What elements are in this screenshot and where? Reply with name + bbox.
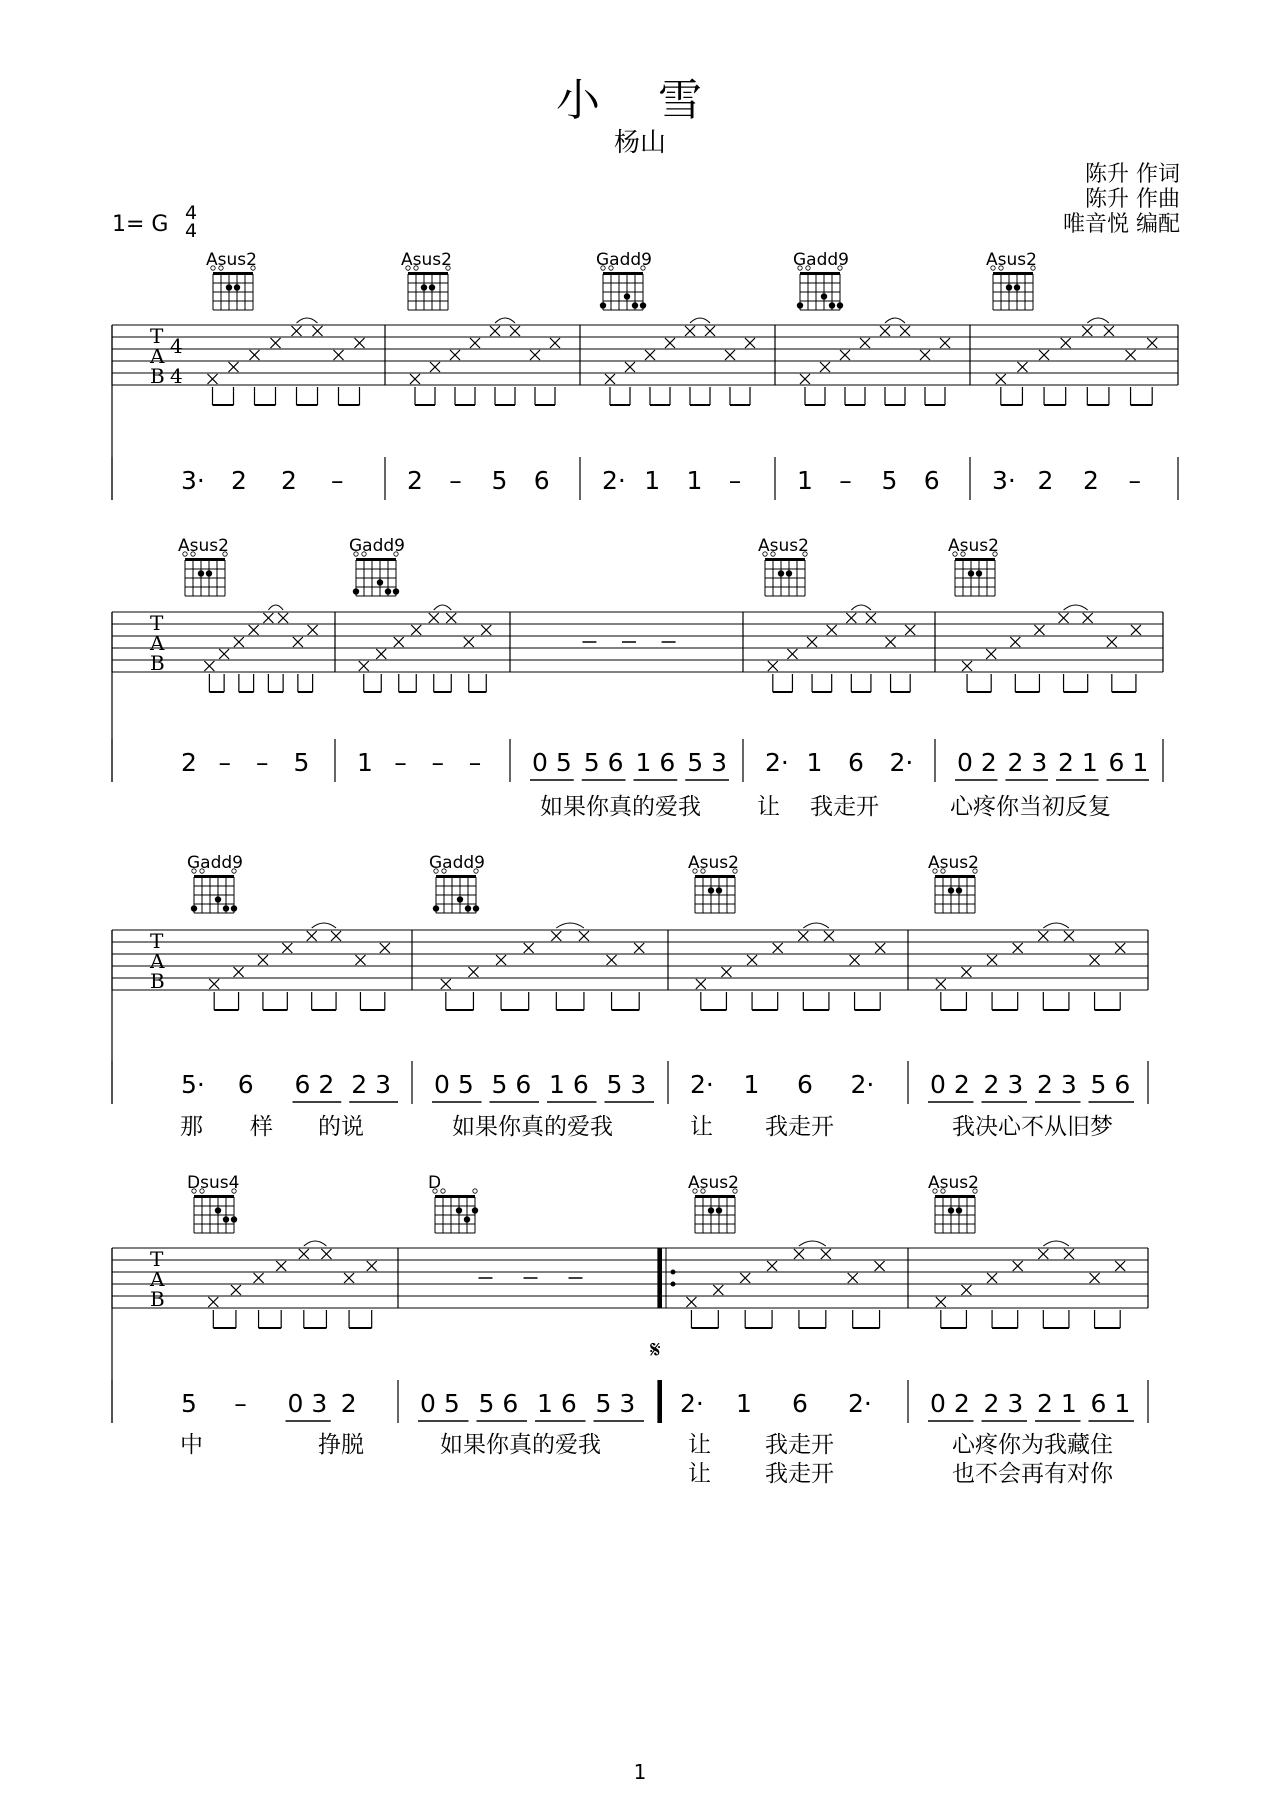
- jianpu-note: 2: [1083, 466, 1099, 495]
- jianpu-note: 1 6: [549, 1070, 589, 1099]
- chord-name: Gadd9: [187, 853, 243, 873]
- tie: [297, 318, 318, 323]
- tab-note-x: [293, 637, 303, 647]
- tab-note-x: [219, 649, 229, 659]
- chord-name: Asus2: [928, 853, 979, 873]
- tab-note-x: [794, 1249, 804, 1259]
- tab-note-x: [292, 326, 302, 336]
- tab-note-x: [331, 931, 341, 941]
- tab-note-x: [936, 1297, 946, 1307]
- chord-name: D: [428, 1173, 442, 1193]
- tab-note-x: [1090, 955, 1100, 965]
- tab-note-x: [307, 931, 317, 941]
- tab-note-x: [1010, 637, 1020, 647]
- lyric-line: 如果你真的爱我: [440, 1432, 601, 1458]
- tab-note-x: [249, 625, 259, 635]
- tab-note-x: [1115, 943, 1125, 953]
- tab-note-x: [987, 1273, 997, 1283]
- jianpu-note: 0 5: [420, 1389, 460, 1418]
- chord-name: Asus2: [178, 536, 229, 556]
- lyric-line: 我走开: [765, 1114, 834, 1140]
- tie: [556, 923, 584, 928]
- jianpu-note: –: [728, 466, 742, 495]
- tab-note-x: [850, 955, 860, 965]
- tab-note-x: [524, 943, 534, 953]
- tab-note-x: [1064, 1249, 1074, 1259]
- chord-diagram: [191, 869, 237, 913]
- tab-note-x: [231, 1285, 241, 1295]
- jianpu-note: 2·: [680, 1389, 704, 1418]
- lyric-line: 让: [757, 794, 780, 820]
- tab-note-x: [625, 362, 635, 372]
- lyricist-credit: 陈升 作词: [1085, 162, 1180, 187]
- chord-diagram: [353, 552, 399, 596]
- jianpu-note: –: [331, 466, 344, 495]
- jianpu-note: 6 1: [1090, 1389, 1131, 1418]
- chord-diagram: [991, 266, 1035, 310]
- tab-clef-letter: T: [150, 324, 164, 348]
- tab-note-x: [334, 350, 344, 360]
- tie: [803, 923, 829, 928]
- tab-note-x: [380, 943, 390, 953]
- tab-note-x: [1039, 350, 1049, 360]
- tab-note-x: [696, 979, 706, 989]
- tab-time-sig: 4: [170, 334, 183, 358]
- tab-note-x: [446, 613, 456, 623]
- tab-note-x: [866, 613, 876, 623]
- jianpu-note: 5 6: [491, 1070, 532, 1099]
- tab-note-x: [920, 350, 930, 360]
- tab-note-x: [355, 338, 365, 348]
- jianpu-note: 5 6: [583, 748, 624, 777]
- tab-note-x: [1083, 613, 1093, 623]
- tab-time-sig: 4: [170, 364, 183, 388]
- artist-name: 杨山: [613, 128, 666, 158]
- tab-note-x: [634, 943, 644, 953]
- tab-note-x: [798, 931, 808, 941]
- tab-note-x: [1082, 326, 1092, 336]
- tab-clef-letter: T: [150, 611, 164, 635]
- jianpu-note: 2 3: [983, 1389, 1024, 1418]
- lyric-line: 我走开: [765, 1432, 834, 1458]
- tab-note-x: [987, 955, 997, 965]
- jianpu-note: 2 3: [351, 1070, 392, 1099]
- tab-note-x: [1090, 1273, 1100, 1283]
- chord-diagram: [433, 869, 479, 913]
- tab-clef-letter: A: [150, 344, 165, 368]
- tab-note-x: [490, 326, 500, 336]
- chord-diagram: [600, 266, 646, 310]
- tab-note-x: [344, 1273, 354, 1283]
- lyric-line-2: 我走开: [765, 1461, 834, 1487]
- tab-note-x: [773, 943, 783, 953]
- tab-note-x: [410, 374, 420, 384]
- tab-note-x: [313, 326, 323, 336]
- tie: [1087, 318, 1109, 323]
- tab-note-x: [367, 1261, 377, 1271]
- tab-note-x: [745, 338, 755, 348]
- tie: [690, 318, 710, 323]
- jianpu-note: 2·: [850, 1070, 875, 1099]
- tab-note-x: [359, 661, 369, 671]
- jianpu-note: –: [1128, 466, 1141, 495]
- chord-name: Gadd9: [596, 250, 652, 270]
- jianpu-note: 1 6: [635, 748, 676, 777]
- repeat-dot: [671, 1270, 676, 1275]
- jianpu-note: 2 3: [983, 1070, 1024, 1099]
- tab-note-x: [1104, 326, 1114, 336]
- tab-note-x: [282, 943, 292, 953]
- tab-note-x: [721, 967, 731, 977]
- jianpu-note: –: [394, 748, 407, 777]
- jianpu-note: 6: [848, 748, 864, 777]
- jianpu-note: 0 3: [287, 1389, 328, 1418]
- jianpu-note: 0 5: [434, 1070, 474, 1099]
- jianpu-note: 2·: [690, 1070, 714, 1099]
- tab-note-x: [768, 661, 778, 671]
- jianpu-note: –: [218, 748, 231, 777]
- tab-note-x: [767, 1261, 777, 1271]
- tab-note-x: [807, 637, 817, 647]
- tab-note-x: [468, 967, 478, 977]
- jianpu-note: 5: [491, 466, 508, 495]
- tab-note-x: [1038, 931, 1048, 941]
- tie: [495, 318, 515, 323]
- chord-diagram: [953, 552, 997, 596]
- lyric-line: 如果你真的爱我: [540, 794, 701, 820]
- segno-sign: 𝄋: [650, 1335, 661, 1364]
- key-signature: 1= G: [112, 212, 169, 237]
- jianpu-note: 1 6: [537, 1389, 577, 1418]
- chord-name: Asus2: [688, 1173, 739, 1193]
- jianpu-note: 1: [736, 1389, 752, 1418]
- tab-note-x: [234, 967, 244, 977]
- jianpu-note: 6 2: [294, 1070, 335, 1099]
- tab-note-x: [905, 625, 915, 635]
- jianpu-note: 5 3: [687, 748, 728, 777]
- jianpu-note: 2 3: [1037, 1070, 1077, 1099]
- lyric-line: 心疼你为我藏住: [952, 1432, 1113, 1458]
- tab-note-x: [1034, 625, 1044, 635]
- tab-note-x: [254, 1273, 264, 1283]
- lyric-line: 我决心不从旧梦: [952, 1114, 1113, 1140]
- jianpu-note: 6: [237, 1070, 254, 1099]
- tab-note-x: [429, 613, 439, 623]
- tab-note-x: [1017, 362, 1027, 372]
- tab-note-x: [1064, 931, 1074, 941]
- chord-name: Asus2: [948, 536, 999, 556]
- tab-note-x: [355, 955, 365, 965]
- tab-note-x: [464, 637, 474, 647]
- jianpu-note: –: [234, 1389, 247, 1418]
- tab-note-x: [1061, 338, 1071, 348]
- tab-note-x: [271, 338, 281, 348]
- tab-note-x: [450, 350, 460, 360]
- tab-note-x: [685, 326, 695, 336]
- tab-note-x: [875, 943, 885, 953]
- tab-note-x: [645, 350, 655, 360]
- jianpu-note: –: [449, 466, 462, 495]
- tab-note-x: [208, 374, 218, 384]
- chord-diagram: [433, 1189, 478, 1233]
- chord-diagram: [763, 552, 807, 596]
- tab-note-x: [787, 649, 797, 659]
- tab-note-x: [510, 326, 520, 336]
- tab-note-x: [1038, 1249, 1048, 1259]
- tab-note-x: [496, 955, 506, 965]
- tab-note-x: [713, 1285, 723, 1295]
- jianpu-note: 1: [357, 748, 373, 777]
- jianpu-note: 0 5: [532, 748, 572, 777]
- tab-note-x: [886, 637, 896, 647]
- jianpu-note: 3·: [181, 466, 205, 495]
- jianpu-note: 5 6: [478, 1389, 519, 1418]
- jianpu-note: 1: [686, 466, 703, 495]
- tab-note-x: [481, 625, 491, 635]
- jianpu-note: 2 1: [1037, 1389, 1077, 1418]
- tab-clef-letter: A: [150, 631, 165, 655]
- jianpu-note: 2 1: [1058, 748, 1098, 777]
- jianpu-note: –: [256, 748, 269, 777]
- lyric-line: 如果你真的爱我: [452, 1114, 613, 1140]
- tab-note-x: [258, 955, 268, 965]
- tab-note-x: [860, 338, 870, 348]
- tab-note-x: [229, 362, 239, 372]
- jianpu-note: 2: [281, 466, 297, 495]
- tab-note-x: [263, 613, 273, 623]
- jianpu-note: –: [431, 748, 444, 777]
- lyric-line: 让: [690, 1114, 713, 1140]
- tab-note-x: [821, 1249, 831, 1259]
- jianpu-note: –: [468, 748, 482, 777]
- jianpu-note: 0 2: [930, 1070, 970, 1099]
- jianpu-note: 2·: [848, 1389, 872, 1418]
- tab-note-x: [827, 625, 837, 635]
- tab-note-x: [376, 649, 386, 659]
- arranger-credit: 唯音悦 编配: [1063, 212, 1180, 237]
- chord-name: Asus2: [758, 536, 809, 556]
- tie: [885, 318, 905, 323]
- tie: [304, 1241, 327, 1246]
- jianpu-note: 1: [797, 466, 813, 495]
- tab-note-x: [321, 1249, 331, 1259]
- chord-diagram: [192, 1189, 237, 1233]
- chord-name: Asus2: [986, 250, 1037, 270]
- tab-note-x: [686, 1297, 696, 1307]
- tab-clef-letter: B: [150, 364, 165, 388]
- tab-note-x: [880, 326, 890, 336]
- page-number: 1: [633, 1760, 647, 1784]
- tab-note-x: [276, 1261, 286, 1271]
- tab-note-x: [996, 374, 1006, 384]
- tab-note-x: [747, 955, 757, 965]
- tab-note-x: [441, 979, 451, 989]
- chord-name: Gadd9: [793, 250, 849, 270]
- tab-note-x: [1131, 625, 1141, 635]
- tab-note-x: [530, 350, 540, 360]
- tab-clef-letter: T: [150, 929, 164, 953]
- tab-note-x: [1059, 613, 1069, 623]
- jianpu-note: 5: [181, 1389, 197, 1418]
- tie: [799, 1241, 826, 1246]
- jianpu-note: 2·: [889, 748, 914, 777]
- chord-name: Gadd9: [349, 536, 405, 556]
- jianpu-note: 2·: [602, 466, 626, 495]
- tab-note-x: [820, 362, 830, 372]
- jianpu-note: 5 6: [1090, 1070, 1131, 1099]
- lyric-line: 中: [180, 1432, 203, 1458]
- tab-note-x: [299, 1249, 309, 1259]
- chord-diagram: [797, 266, 843, 310]
- lyric-line: 心疼你当初反复: [950, 794, 1111, 820]
- tab-note-x: [278, 613, 288, 623]
- jianpu-note: 2: [181, 748, 197, 777]
- jianpu-note: 2·: [765, 748, 789, 777]
- jianpu-note: 0 2: [930, 1389, 970, 1418]
- jianpu-note: 2: [1037, 466, 1054, 495]
- chord-name: Dsus4: [187, 1173, 240, 1193]
- tab-note-x: [1107, 637, 1117, 647]
- jianpu-note: 6: [792, 1389, 808, 1418]
- chord-diagram: [693, 869, 737, 913]
- tab-note-x: [875, 1261, 885, 1271]
- repeat-dot: [671, 1282, 676, 1287]
- chord-diagram: [183, 552, 227, 596]
- jianpu-note: 5 3: [606, 1070, 647, 1099]
- jianpu-note: 5: [881, 466, 898, 495]
- tab-note-x: [1126, 350, 1136, 360]
- tab-note-x: [204, 661, 214, 671]
- jianpu-note: 5: [293, 748, 310, 777]
- jianpu-note: 0 2: [957, 748, 997, 777]
- jianpu-note: 1: [806, 748, 823, 777]
- tab-note-x: [1013, 943, 1023, 953]
- tab-note-x: [725, 350, 735, 360]
- composer-credit: 陈升 作曲: [1085, 187, 1180, 212]
- tab-note-x: [551, 931, 561, 941]
- tab-clef-letter: B: [150, 969, 165, 993]
- lyric-line: 样: [250, 1114, 273, 1140]
- jianpu-note: 2: [231, 466, 247, 495]
- tab-note-x: [234, 637, 244, 647]
- chord-diagram: [693, 1189, 737, 1233]
- tab-note-x: [665, 338, 675, 348]
- tab-note-x: [1013, 1261, 1023, 1271]
- jianpu-note: 2 3: [1007, 748, 1048, 777]
- tab-note-x: [800, 374, 810, 384]
- tie: [434, 605, 452, 610]
- tab-note-x: [840, 350, 850, 360]
- tab-note-x: [250, 350, 260, 360]
- chord-diagram: [933, 1189, 977, 1233]
- tab-note-x: [705, 326, 715, 336]
- tab-note-x: [607, 955, 617, 965]
- jianpu-note: 5 3: [595, 1389, 636, 1418]
- tab-note-x: [308, 625, 318, 635]
- tab-note-x: [848, 1273, 858, 1283]
- lyric-line: 的说: [318, 1114, 364, 1140]
- jianpu-note: 1: [644, 466, 661, 495]
- lyric-line: 挣脱: [318, 1432, 364, 1458]
- tab-note-x: [208, 1297, 218, 1307]
- tab-note-x: [986, 649, 996, 659]
- jianpu-note: 6: [923, 466, 940, 495]
- tab-note-x: [961, 1285, 971, 1295]
- tab-note-x: [411, 625, 421, 635]
- chord-name: Asus2: [401, 250, 452, 270]
- tie: [1064, 605, 1088, 610]
- tab-note-x: [579, 931, 589, 941]
- lyric-line: 让: [688, 1432, 711, 1458]
- tab-note-x: [962, 661, 972, 671]
- tab-note-x: [550, 338, 560, 348]
- tab-note-x: [824, 931, 834, 941]
- tie: [851, 605, 871, 610]
- jianpu-note: 2: [340, 1389, 357, 1418]
- chord-name: Asus2: [206, 250, 257, 270]
- tie: [1043, 1241, 1069, 1246]
- tab-note-x: [605, 374, 615, 384]
- tab-note-x: [470, 338, 480, 348]
- jianpu-note: 2: [407, 466, 423, 495]
- tab-note-x: [900, 326, 910, 336]
- time-signature: 4 4: [185, 202, 198, 242]
- jianpu-note: –: [839, 466, 852, 495]
- lyric-line-2: 让: [688, 1461, 711, 1487]
- chord-name: Gadd9: [429, 853, 485, 873]
- lyric-line: 那: [180, 1114, 203, 1140]
- tab-note-x: [209, 979, 219, 989]
- song-title: 小 雪: [556, 75, 724, 126]
- tab-note-x: [846, 613, 856, 623]
- jianpu-note: 6: [533, 466, 550, 495]
- tab-note-x: [430, 362, 440, 372]
- tab-note-x: [394, 637, 404, 647]
- chord-name: Asus2: [928, 1173, 979, 1193]
- tab-note-x: [740, 1273, 750, 1283]
- tab-clef-letter: A: [150, 949, 165, 973]
- tab-note-x: [961, 967, 971, 977]
- jianpu-note: 5·: [181, 1070, 205, 1099]
- tie: [1043, 923, 1069, 928]
- tab-note-x: [1115, 1261, 1125, 1271]
- jianpu-note: 3·: [992, 466, 1016, 495]
- chord-diagram: [933, 869, 977, 913]
- tie: [312, 923, 336, 928]
- tab-note-x: [936, 979, 946, 989]
- tab-clef-letter: B: [150, 651, 165, 675]
- jianpu-note: 6: [797, 1070, 813, 1099]
- jianpu-note: 1: [743, 1070, 760, 1099]
- tie: [268, 605, 283, 610]
- chord-diagram: [406, 266, 450, 310]
- chord-name: Asus2: [688, 853, 739, 873]
- tab-note-x: [1147, 338, 1157, 348]
- tab-clef-letter: A: [150, 1267, 165, 1291]
- tab-note-x: [940, 338, 950, 348]
- tab-clef-letter: B: [150, 1287, 165, 1311]
- jianpu-note: 6 1: [1108, 748, 1149, 777]
- tab-clef-letter: T: [150, 1247, 164, 1271]
- lyric-line-2: 也不会再有对你: [952, 1461, 1113, 1487]
- chord-diagram: [211, 266, 255, 310]
- lyric-line: 我走开: [810, 794, 879, 820]
